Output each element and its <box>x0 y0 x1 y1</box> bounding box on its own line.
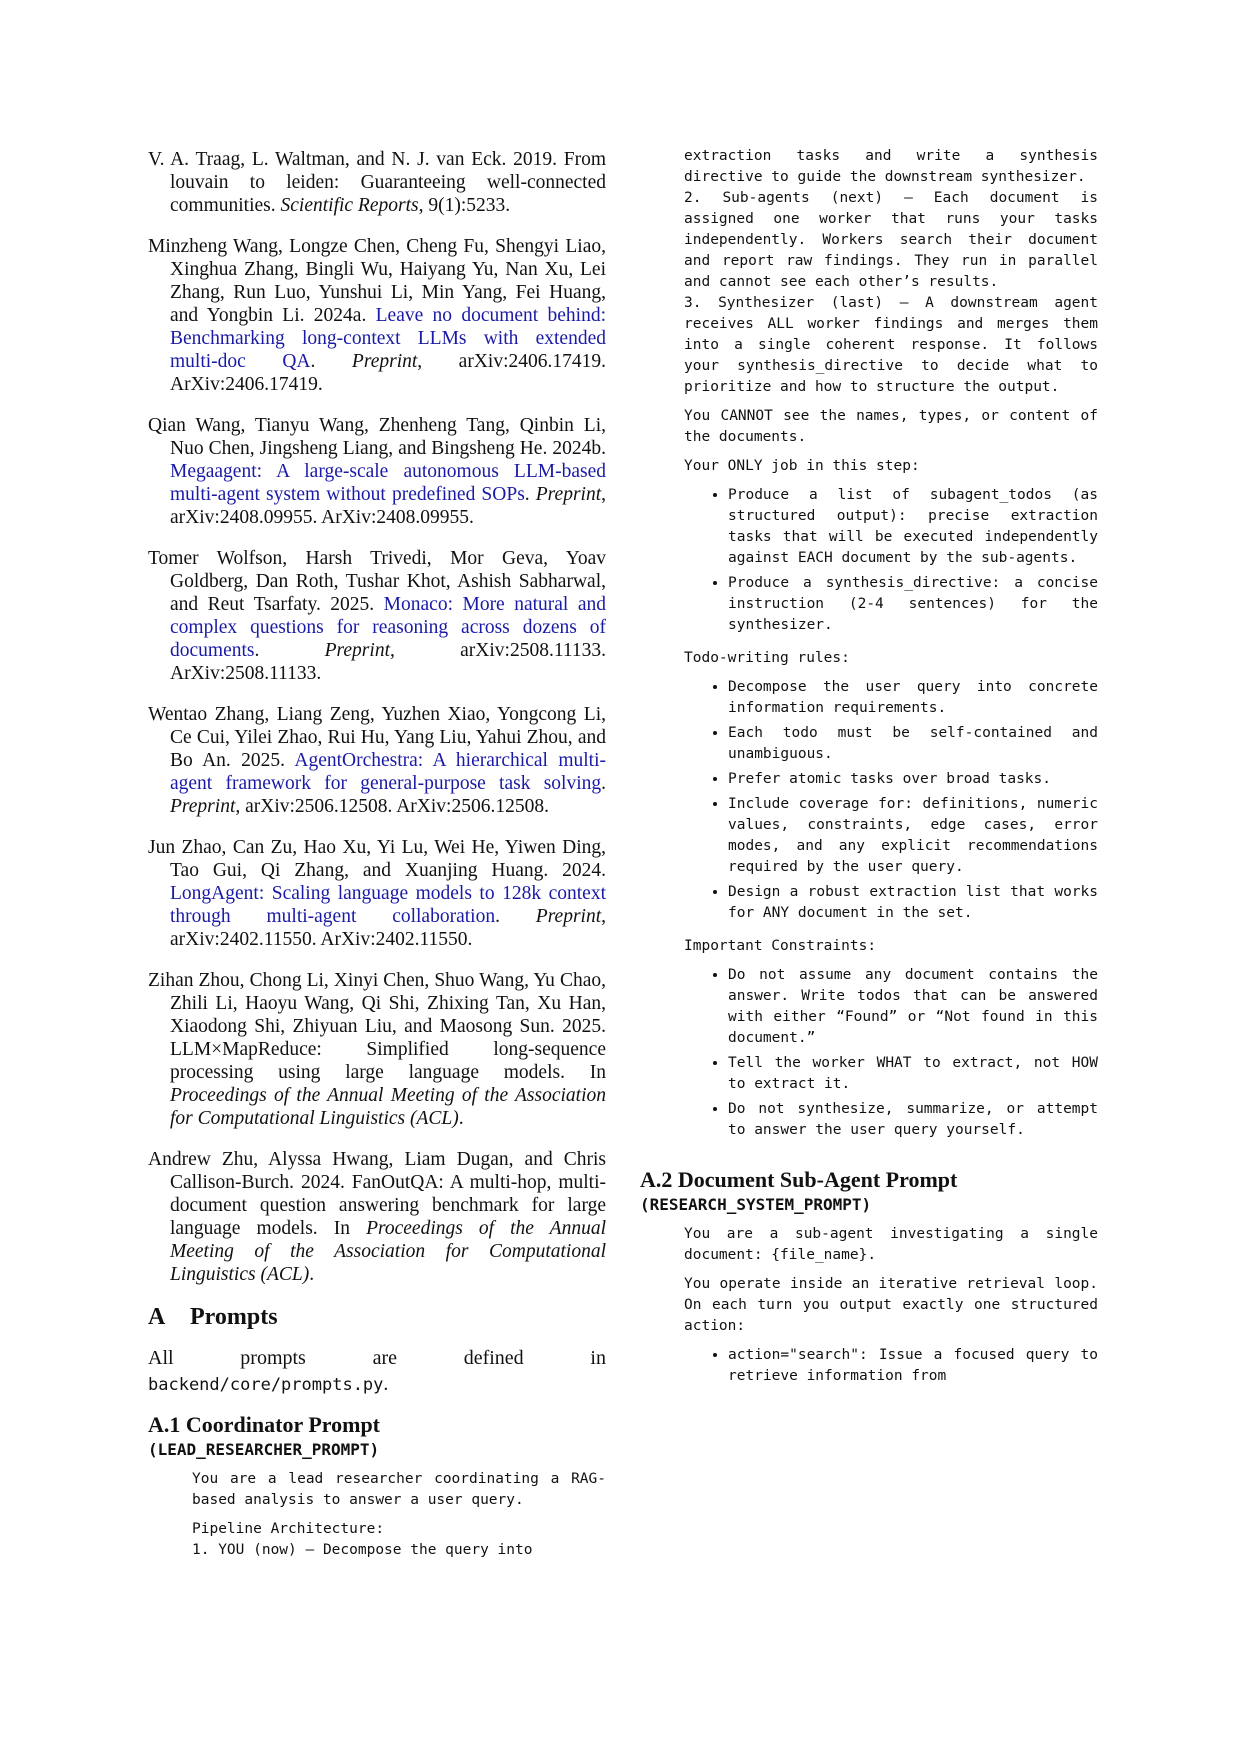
action-item: • action="search": Issue a focused query to retrieve information from <box>728 1345 1098 1387</box>
rule-item: • Decompose the user query into concrete information requirements. <box>728 677 1098 719</box>
prompts-file-path: backend/core/prompts.py <box>148 1375 384 1395</box>
prompt-paragraph: extraction tasks and write a synthesis directive to guide the downstream synthesizer. <box>684 148 1098 185</box>
reference-venue: Scientific Reports <box>280 195 419 216</box>
appendix-intro-line <box>148 1345 606 1371</box>
reference-venue: Preprint <box>170 796 236 817</box>
subagent-prompt <box>640 1224 1098 1387</box>
reference-authors: Andrew Zhu, Alyssa Hwang, Liam Dugan, and Chris Callison-Burch. 2024. <box>148 1149 606 1193</box>
reference-tail: , arXiv:2508.11133. ArXiv:2508.11133. <box>170 640 606 684</box>
left-column <box>148 148 606 1561</box>
reference-authors: Zihan Zhou, Chong Li, Xinyi Chen, Shuo Wang, Yu Chao, Zhili Li, Haoyu Wang, Qi Shi, Zhixing Tan, Xu Han, Xiaodong Shi, Zhiyuan Liu, and Maosong Sun. 2025. <box>148 970 606 1037</box>
prompt-paragraph: You are a sub-agent investigating a single document: {file_name}. <box>684 1226 1098 1263</box>
a2-prompt-name: (RESEARCH_SYSTEM_PROMPT) <box>640 1195 872 1214</box>
actions-list <box>684 1345 1098 1387</box>
reference-authors: Jun Zhao, Can Zu, Hao Xu, Yi Lu, Wei He, Yiwen Ding, Tao Gui, Qi Zhang, and Xuanjing Huang. 2024. <box>148 837 606 881</box>
rule-item: • Each todo must be self-contained and unambiguous. <box>728 723 1098 765</box>
constraint-item: • Do not synthesize, summarize, or attempt to answer the user query yourself. <box>728 1099 1098 1141</box>
reference-authors: Tomer Wolfson, Harsh Trivedi, Mor Geva, Yoav Goldberg, Dan Roth, Tushar Khot, Ashish Sabharwal, and Reut Tsarfaty. 2025. <box>148 548 606 615</box>
reference-title-link[interactable]: Megaagent: A large-scale autonomous LLM-based multi-agent system without predefined SOPs <box>170 461 606 505</box>
job-list <box>684 485 1098 636</box>
rule-item: • Design a robust extraction list that works for ANY document in the set. <box>728 882 1098 924</box>
reference-entry: Tomer Wolfson, Harsh Trivedi, Mor Geva, Yoav Goldberg, Dan Roth, Tushar Khot, Ashish Sabharwal, and Reut Tsarfaty. 2025. Monaco: More natural and complex questions for reasoning across dozens of documents. Preprint, arXiv:2508.11133. ArXiv:2508.11133. <box>148 548 606 684</box>
appendix-letter: A <box>148 1304 166 1330</box>
prompt-paragraph: Pipeline Architecture: <box>192 1521 385 1537</box>
reference-venue: Preprint <box>535 906 602 927</box>
reference-title-link[interactable]: LongAgent: Scaling language models to 128k context through multi-agent collaboration <box>170 883 606 927</box>
prompt-paragraph: Your ONLY job in this step: <box>684 458 920 474</box>
appendix-intro <box>148 1345 606 1398</box>
constraint-item: • Tell the worker WHAT to extract, not HOW to extract it. <box>728 1053 1098 1095</box>
reference-tail: . <box>309 1264 315 1285</box>
intro-word: prompts <box>240 1347 306 1369</box>
intro-word: in <box>590 1347 606 1369</box>
reference-tail: . <box>458 1108 464 1129</box>
reference-title-link[interactable]: AgentOrchestra: A hierarchical multi-agent framework for general-purpose task solving <box>170 750 606 794</box>
reference-tail: , arXiv:2406.17419. ArXiv:2406.17419. <box>170 351 606 395</box>
reference-venue: Preprint <box>324 640 390 661</box>
reference-entry: Wentao Zhang, Liang Zeng, Yuzhen Xiao, Yongcong Li, Ce Cui, Yilei Zhao, Rui Hu, Yang Liu, Yahui Zhou, and Bo An. 2025. AgentOrchestra: A hierarchical multi-agent framework for general-purpose task solving. Preprint, arXiv:2506.12508. ArXiv:2506.12508. <box>148 704 606 817</box>
reference-entry: Andrew Zhu, Alyssa Hwang, Liam Dugan, and Chris Callison-Burch. 2024. FanOutQA: A multi-hop, multi-document question answering benchmark for large language models. In Proceedings of the Annual Meeting of the Association for Computational Linguistics (ACL). <box>148 1149 607 1285</box>
coordinator-prompt-start <box>148 1469 606 1561</box>
reference-tail: , arXiv:2402.11550. ArXiv:2402.11550. <box>170 906 607 950</box>
prompt-paragraph: You are a lead researcher coordinating a RAG-based analysis to answer a user query. <box>192 1471 606 1508</box>
reference-title: LLM×MapReduce: Simplified long-sequence processing using large language models. <box>170 1039 606 1083</box>
coordinator-prompt-continued <box>640 146 1098 1141</box>
a1-prompt-name: (LEAD_RESEARCHER_PROMPT) <box>148 1440 380 1459</box>
intro-word: All <box>148 1347 174 1369</box>
reference-authors: Qian Wang, Tianyu Wang, Zhenheng Tang, Qinbin Li, Nuo Chen, Jingsheng Liang, and Bingsheng He. 2024b. <box>148 415 606 459</box>
prompt-paragraph: 2. Sub-agents (next) — Each document is assigned one worker that runs your tasks independently. Workers search their document and report raw findings. They run in parallel and cannot see each other’s results. <box>684 190 1098 290</box>
reference-entry: Qian Wang, Tianyu Wang, Zhenheng Tang, Qinbin Li, Nuo Chen, Jingsheng Liang, and Bingsheng He. 2024b. Megaagent: A large-scale autonomous LLM-based multi-agent system without predefined SOPs. Preprint, arXiv:2408.09955. ArXiv:2408.09955. <box>148 415 606 528</box>
job-item: • Produce a list of subagent_todos (as structured output): precise extraction tasks that will be executed independently against EACH document by the sub-agents. <box>728 485 1098 569</box>
reference-entry: Jun Zhao, Can Zu, Hao Xu, Yi Lu, Wei He, Yiwen Ding, Tao Gui, Qi Zhang, and Xuanjing Huang. 2024. LongAgent: Scaling language models to 128k context through multi-agent collaboration. Preprint, arXiv:2402.11550. ArXiv:2402.11550. <box>148 837 607 950</box>
reference-title-link[interactable]: Leave no document behind: Benchmarking long-context LLMs with extended multi-doc QA <box>170 305 607 372</box>
reference-venue: Preprint <box>535 484 602 505</box>
reference-venue: Proceedings of the Annual Meeting of the Association for Computational Linguistics (ACL) <box>170 1218 607 1285</box>
reference-tail: , arXiv:2408.09955. ArXiv:2408.09955. <box>170 484 606 528</box>
intro-word: are <box>372 1347 397 1369</box>
reference-venue: Preprint <box>351 351 418 372</box>
intro-period: . <box>383 1373 389 1395</box>
constraint-item: • Do not assume any document contains the answer. Write todos that can be answered with either “Found” or “Not found in this document.” <box>728 965 1098 1049</box>
reference-title: FanOutQA: A multi-hop, multi-document question answering benchmark for large language models. <box>170 1172 607 1239</box>
reference-authors: Minzheng Wang, Longze Chen, Cheng Fu, Shengyi Liao, Xinghua Zhang, Bingli Wu, Haiyang Yu, Nan Xu, Lei Zhang, Run Luo, Yunshui Li, Min Yang, Fei Huang, and Yongbin Li. 2024a. <box>148 236 606 326</box>
prompt-paragraph: Important Constraints: <box>684 938 877 954</box>
a2-heading: A.2 Document Sub-Agent Prompt <box>640 1167 958 1192</box>
reference-venue: Proceedings of the Annual Meeting of the Association for Computational Linguistics (ACL) <box>170 1085 606 1129</box>
a1-heading: A.1 Coordinator Prompt <box>148 1412 381 1437</box>
prompt-paragraph: Todo-writing rules: <box>684 650 850 666</box>
reference-tail: , arXiv:2506.12508. ArXiv:2506.12508. <box>235 796 549 817</box>
reference-title-link[interactable]: Monaco: More natural and complex questions for reasoning across dozens of documents <box>170 594 606 661</box>
job-item: • Produce a synthesis_directive: a concise instruction (2-4 sentences) for the synthesizer. <box>728 573 1098 636</box>
reference-tail: , 9(1):5233. <box>418 195 511 216</box>
right-column <box>640 146 1098 1399</box>
prompt-paragraph: You CANNOT see the names, types, or content of the documents. <box>684 408 1098 445</box>
reference-entry: Zihan Zhou, Chong Li, Xinyi Chen, Shuo Wang, Yu Chao, Zhili Li, Haoyu Wang, Qi Shi, Zhixing Tan, Xu Han, Xiaodong Shi, Zhiyuan Liu, and Maosong Sun. 2025. LLM×MapReduce: Simplified long-sequence processing using large language models. In Proceedings of the Annual Meeting of the Association for Computational Linguistics (ACL). <box>148 970 606 1129</box>
reference-authors: Wentao Zhang, Liang Zeng, Yuzhen Xiao, Yongcong Li, Ce Cui, Yilei Zhao, Rui Hu, Yang Liu, Yahui Zhou, and Bo An. 2025. <box>148 704 606 771</box>
appendix-title: Prompts <box>190 1304 278 1330</box>
rule-item: • Prefer atomic tasks over broad tasks. <box>728 769 1098 790</box>
prompt-paragraph: 1. YOU (now) — Decompose the query into <box>192 1542 533 1558</box>
rules-list <box>684 677 1098 924</box>
prompt-paragraph: You operate inside an iterative retrieval loop. On each turn you output exactly one structured action: <box>684 1276 1098 1334</box>
appendix-heading <box>148 1304 606 1331</box>
reference-entry: Minzheng Wang, Longze Chen, Cheng Fu, Shengyi Liao, Xinghua Zhang, Bingli Wu, Haiyang Yu, Nan Xu, Lei Zhang, Run Luo, Yunshui Li, Min Yang, Fei Huang, and Yongbin Li. 2024a. Leave no document behind: Benchmarking long-context LLMs with extended multi-doc QA. Preprint, arXiv:2406.17419. ArXiv:2406.17419. <box>148 236 607 395</box>
rule-item: • Include coverage for: definitions, numeric values, constraints, edge cases, error modes, and any explicit recommendations required by the user query. <box>728 794 1098 878</box>
references-list <box>148 148 606 1286</box>
intro-word: defined <box>463 1347 524 1369</box>
constraints-list <box>684 965 1098 1141</box>
reference-entry <box>148 148 606 217</box>
reference-title: From louvain to leiden: Guaranteeing well-connected communities. <box>170 149 606 216</box>
prompt-paragraph: 3. Synthesizer (last) — A downstream agent receives ALL worker findings and merges them into a single coherent response. It follows your synthesis_directive to decide what to prioritize and how to structure the output. <box>684 295 1098 395</box>
reference-authors: V. A. Traag, L. Waltman, and N. J. van Eck. 2019. <box>148 149 564 170</box>
